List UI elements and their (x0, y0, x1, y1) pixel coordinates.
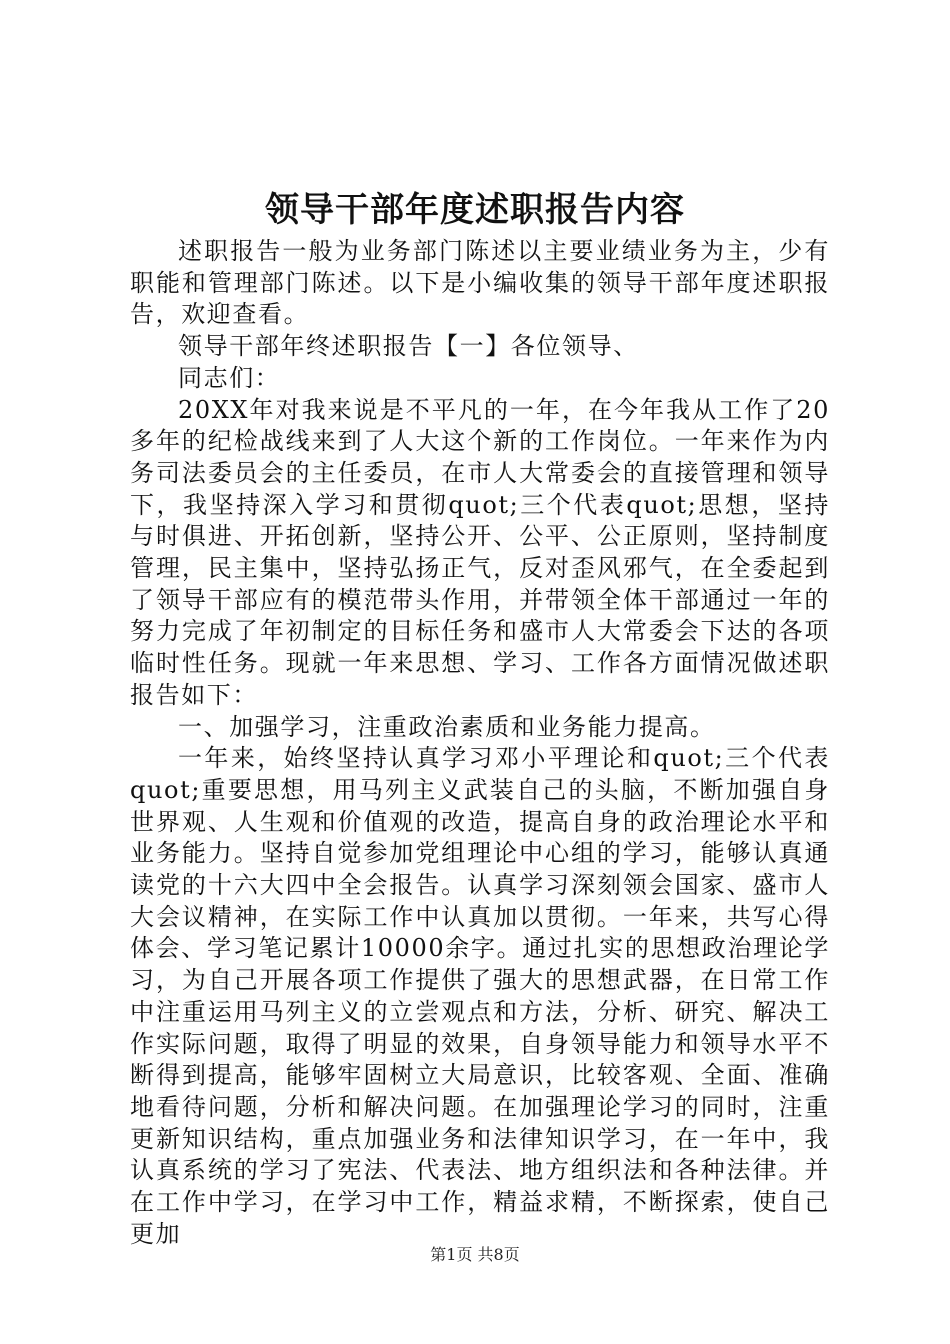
section-heading-paragraph: 领导干部年终述职报告【一】各位领导、 (178, 332, 639, 361)
body-paragraph: 一年来，始终坚持认真学习邓小平理论和quot;三个代表quot;重要思想，用马列主义武装自己的头脑，不断加强自身世界观、人生观和价值观的改造，提高自身的政治理论水平和业务能力。坚持自觉参加党组理论中心组的学习，能够认真通读党的十六大四中全会报告。认真学习深刻领会国家、盛市人大会议精神，在实际工作中认真加以贯彻。一年来，共写心得体会、学习笔记累计10000余字。通过扎实的思想政治理论学习，为自己开展各项工作提供了强大的思想武器，在日常工作中注重运用马列主义的立尝观点和方法，分析、研究、解决工作实际问题，取得了明显的效果，自身领导能力和领导水平不断得到提高，能够牢固树立大局意识，比较客观、全面、准确地看待问题，分析和解决问题。在加强理论学习的同时，注重更新知识结构，重点加强业务和法律知识学习，在一年中，我认真系统的学习了宪法、代表法、地方组织法和各种法律。并在工作中学习，在学习中工作，精益求精，不断探索，使自己更加 (130, 744, 830, 1248)
document-title: 领导干部年度述职报告内容 (265, 190, 685, 230)
body-paragraph: 20XX年对我来说是不平凡的一年，在今年我从工作了20多年的纪检战线来到了人大这个新的工作岗位。一年来作为内务司法委员会的主任委员，在市人大常委会的直接管理和领导下，我坚持深入学习和贯彻quot;三个代表quot;思想，坚持与时俱进、开拓创新，坚持公开、公平、公正原则，坚持制度管理，民主集中，坚持弘扬正气，反对歪风邪气，在全委起到了领导干部应有的模范带头作用，并带领全体干部通过一年的努力完成了年初制定的目标任务和盛市人大常委会下达的各项临时性任务。现就一年来思想、学习、工作各方面情况做述职报告如下： (130, 395, 830, 709)
intro-paragraph: 述职报告一般为业务部门陈述以主要业绩业务为主，少有职能和管理部门陈述。以下是小编收集的领导干部年度述职报告，欢迎查看。 (130, 237, 830, 329)
page-footer: 第1页 共8页 (430, 1245, 520, 1264)
document-body (130, 236, 830, 1251)
salutation-paragraph: 同志们： (178, 363, 281, 392)
subsection-heading: 一、加强学习，注重政治素质和业务能力提高。 (178, 712, 716, 741)
